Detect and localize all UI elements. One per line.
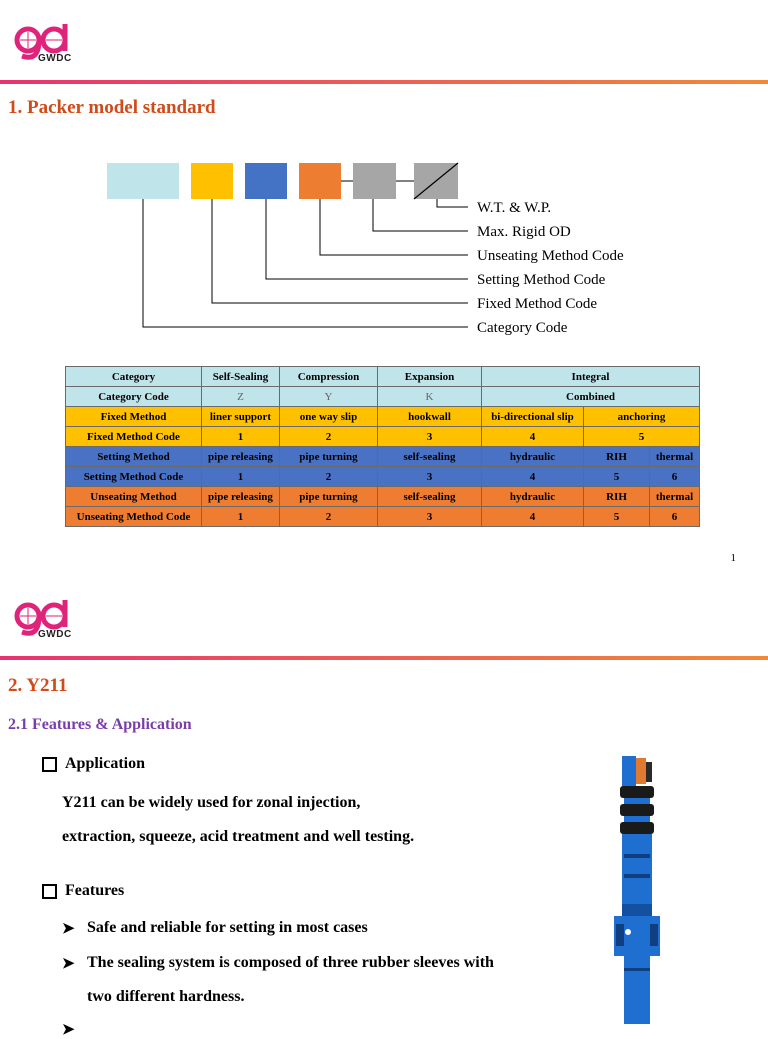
table-row [66, 407, 700, 427]
y211-packer-illustration [600, 756, 670, 1024]
table-cell: 1 [202, 427, 280, 447]
code-box-fixed [191, 163, 233, 199]
table-row [66, 387, 700, 407]
table-cell: 4 [482, 507, 584, 527]
logo-text: GWDC [38, 53, 72, 64]
table-cell: Category [66, 367, 202, 387]
feature-item-3-partial [62, 1020, 87, 1039]
table-cell: 6 [650, 507, 700, 527]
table-cell: 4 [482, 467, 584, 487]
table-cell: 2 [280, 507, 378, 527]
slide-title: 1. Packer model standard [8, 97, 216, 118]
gwdc-logo [12, 596, 92, 644]
feature-item-2 [62, 954, 494, 973]
table-row [66, 467, 700, 487]
table-cell: liner support [202, 407, 280, 427]
table-cell: bi-directional slip [482, 407, 584, 427]
table-cell: Category Code [66, 387, 202, 407]
code-box-od [353, 163, 396, 199]
table-cell: RIH [584, 447, 650, 467]
label-wtwp: W.T. & W.P. [477, 200, 552, 216]
table-cell: thermal [650, 487, 700, 507]
table-cell: K [378, 387, 482, 407]
leader-category [143, 199, 468, 327]
table-cell: 1 [202, 507, 280, 527]
slide-2 [0, 578, 768, 1038]
page-number: 1 [730, 552, 736, 564]
slide-title: 2. Y211 [8, 675, 68, 696]
packer-code-table [65, 366, 700, 527]
table-cell: 2 [280, 467, 378, 487]
table-row [66, 507, 700, 527]
table-cell: Self-Sealing [202, 367, 280, 387]
label-setting-code: Setting Method Code [477, 272, 606, 288]
table-cell: 3 [378, 467, 482, 487]
application-text-line-2: extraction, squeeze, acid treatment and well testing. [62, 828, 415, 845]
table-cell: Fixed Method Code [66, 427, 202, 447]
table-cell: Setting Method Code [66, 467, 202, 487]
leader-setting [266, 199, 468, 279]
table-cell: hydraulic [482, 487, 584, 507]
application-text-line-1: Y211 can be widely used for zonal injection, [62, 794, 361, 811]
table-cell: Z [202, 387, 280, 407]
table-cell: 5 [584, 427, 700, 447]
table-row [66, 487, 700, 507]
code-box-unseating [299, 163, 341, 199]
header-rule [0, 80, 768, 84]
leader-od [373, 199, 468, 231]
model-code-diagram [0, 155, 768, 345]
table-cell: Integral [482, 367, 700, 387]
table-cell: 6 [650, 467, 700, 487]
application-heading-text: Application [65, 755, 146, 772]
table-cell: hydraulic [482, 447, 584, 467]
leader-wtwp [437, 199, 468, 207]
table-cell: Unseating Method Code [66, 507, 202, 527]
table-cell: 5 [584, 467, 650, 487]
square-bullet-icon [42, 757, 57, 772]
application-heading [42, 755, 145, 773]
table-cell: 3 [378, 507, 482, 527]
table-cell: 2 [280, 427, 378, 447]
code-box-category [107, 163, 179, 199]
table-cell: Compression [280, 367, 378, 387]
leader-fixed [212, 199, 468, 303]
table-cell: hookwall [378, 407, 482, 427]
label-category-code: Category Code [477, 320, 568, 336]
feature-text: The sealing system is composed of three rubber sleeves with [87, 954, 494, 971]
table-cell: pipe turning [280, 487, 378, 507]
table-cell: one way slip [280, 407, 378, 427]
table-cell: pipe releasing [202, 447, 280, 467]
table-cell: anchoring [584, 407, 700, 427]
table-cell: self-sealing [378, 447, 482, 467]
table-cell: self-sealing [378, 487, 482, 507]
table-row [66, 427, 700, 447]
feature-text: Safe and reliable for setting in most cases [87, 919, 368, 936]
table-cell: Unseating Method [66, 487, 202, 507]
arrow-bullet-icon: ➤ [62, 921, 75, 937]
feature-item-2-continued: two different hardness. [87, 988, 245, 1005]
table-cell: 5 [584, 507, 650, 527]
table-cell: pipe turning [280, 447, 378, 467]
table-cell: Combined [482, 387, 700, 407]
table-row [66, 447, 700, 467]
code-box-setting [245, 163, 287, 199]
gwdc-logo [12, 20, 92, 68]
arrow-bullet-icon: ➤ [62, 1022, 75, 1038]
table-cell: RIH [584, 487, 650, 507]
arrow-bullet-icon: ➤ [62, 956, 75, 972]
label-fixed-code: Fixed Method Code [477, 296, 597, 312]
table-cell: 4 [482, 427, 584, 447]
table-cell: thermal [650, 447, 700, 467]
table-row [66, 367, 700, 387]
table-cell: pipe releasing [202, 487, 280, 507]
logo-text: GWDC [38, 629, 72, 640]
square-bullet-icon [42, 884, 57, 899]
table-cell: Fixed Method [66, 407, 202, 427]
label-unseating-code: Unseating Method Code [477, 248, 624, 264]
features-heading [42, 882, 124, 900]
section-subtitle: 2.1 Features & Application [8, 716, 192, 733]
table-cell: Y [280, 387, 378, 407]
features-heading-text: Features [65, 882, 125, 899]
feature-item-1 [62, 919, 368, 938]
label-max-od: Max. Rigid OD [477, 224, 571, 240]
table-cell: 1 [202, 467, 280, 487]
table-cell: Expansion [378, 367, 482, 387]
table-cell: 3 [378, 427, 482, 447]
table-cell: Setting Method [66, 447, 202, 467]
header-rule [0, 656, 768, 660]
